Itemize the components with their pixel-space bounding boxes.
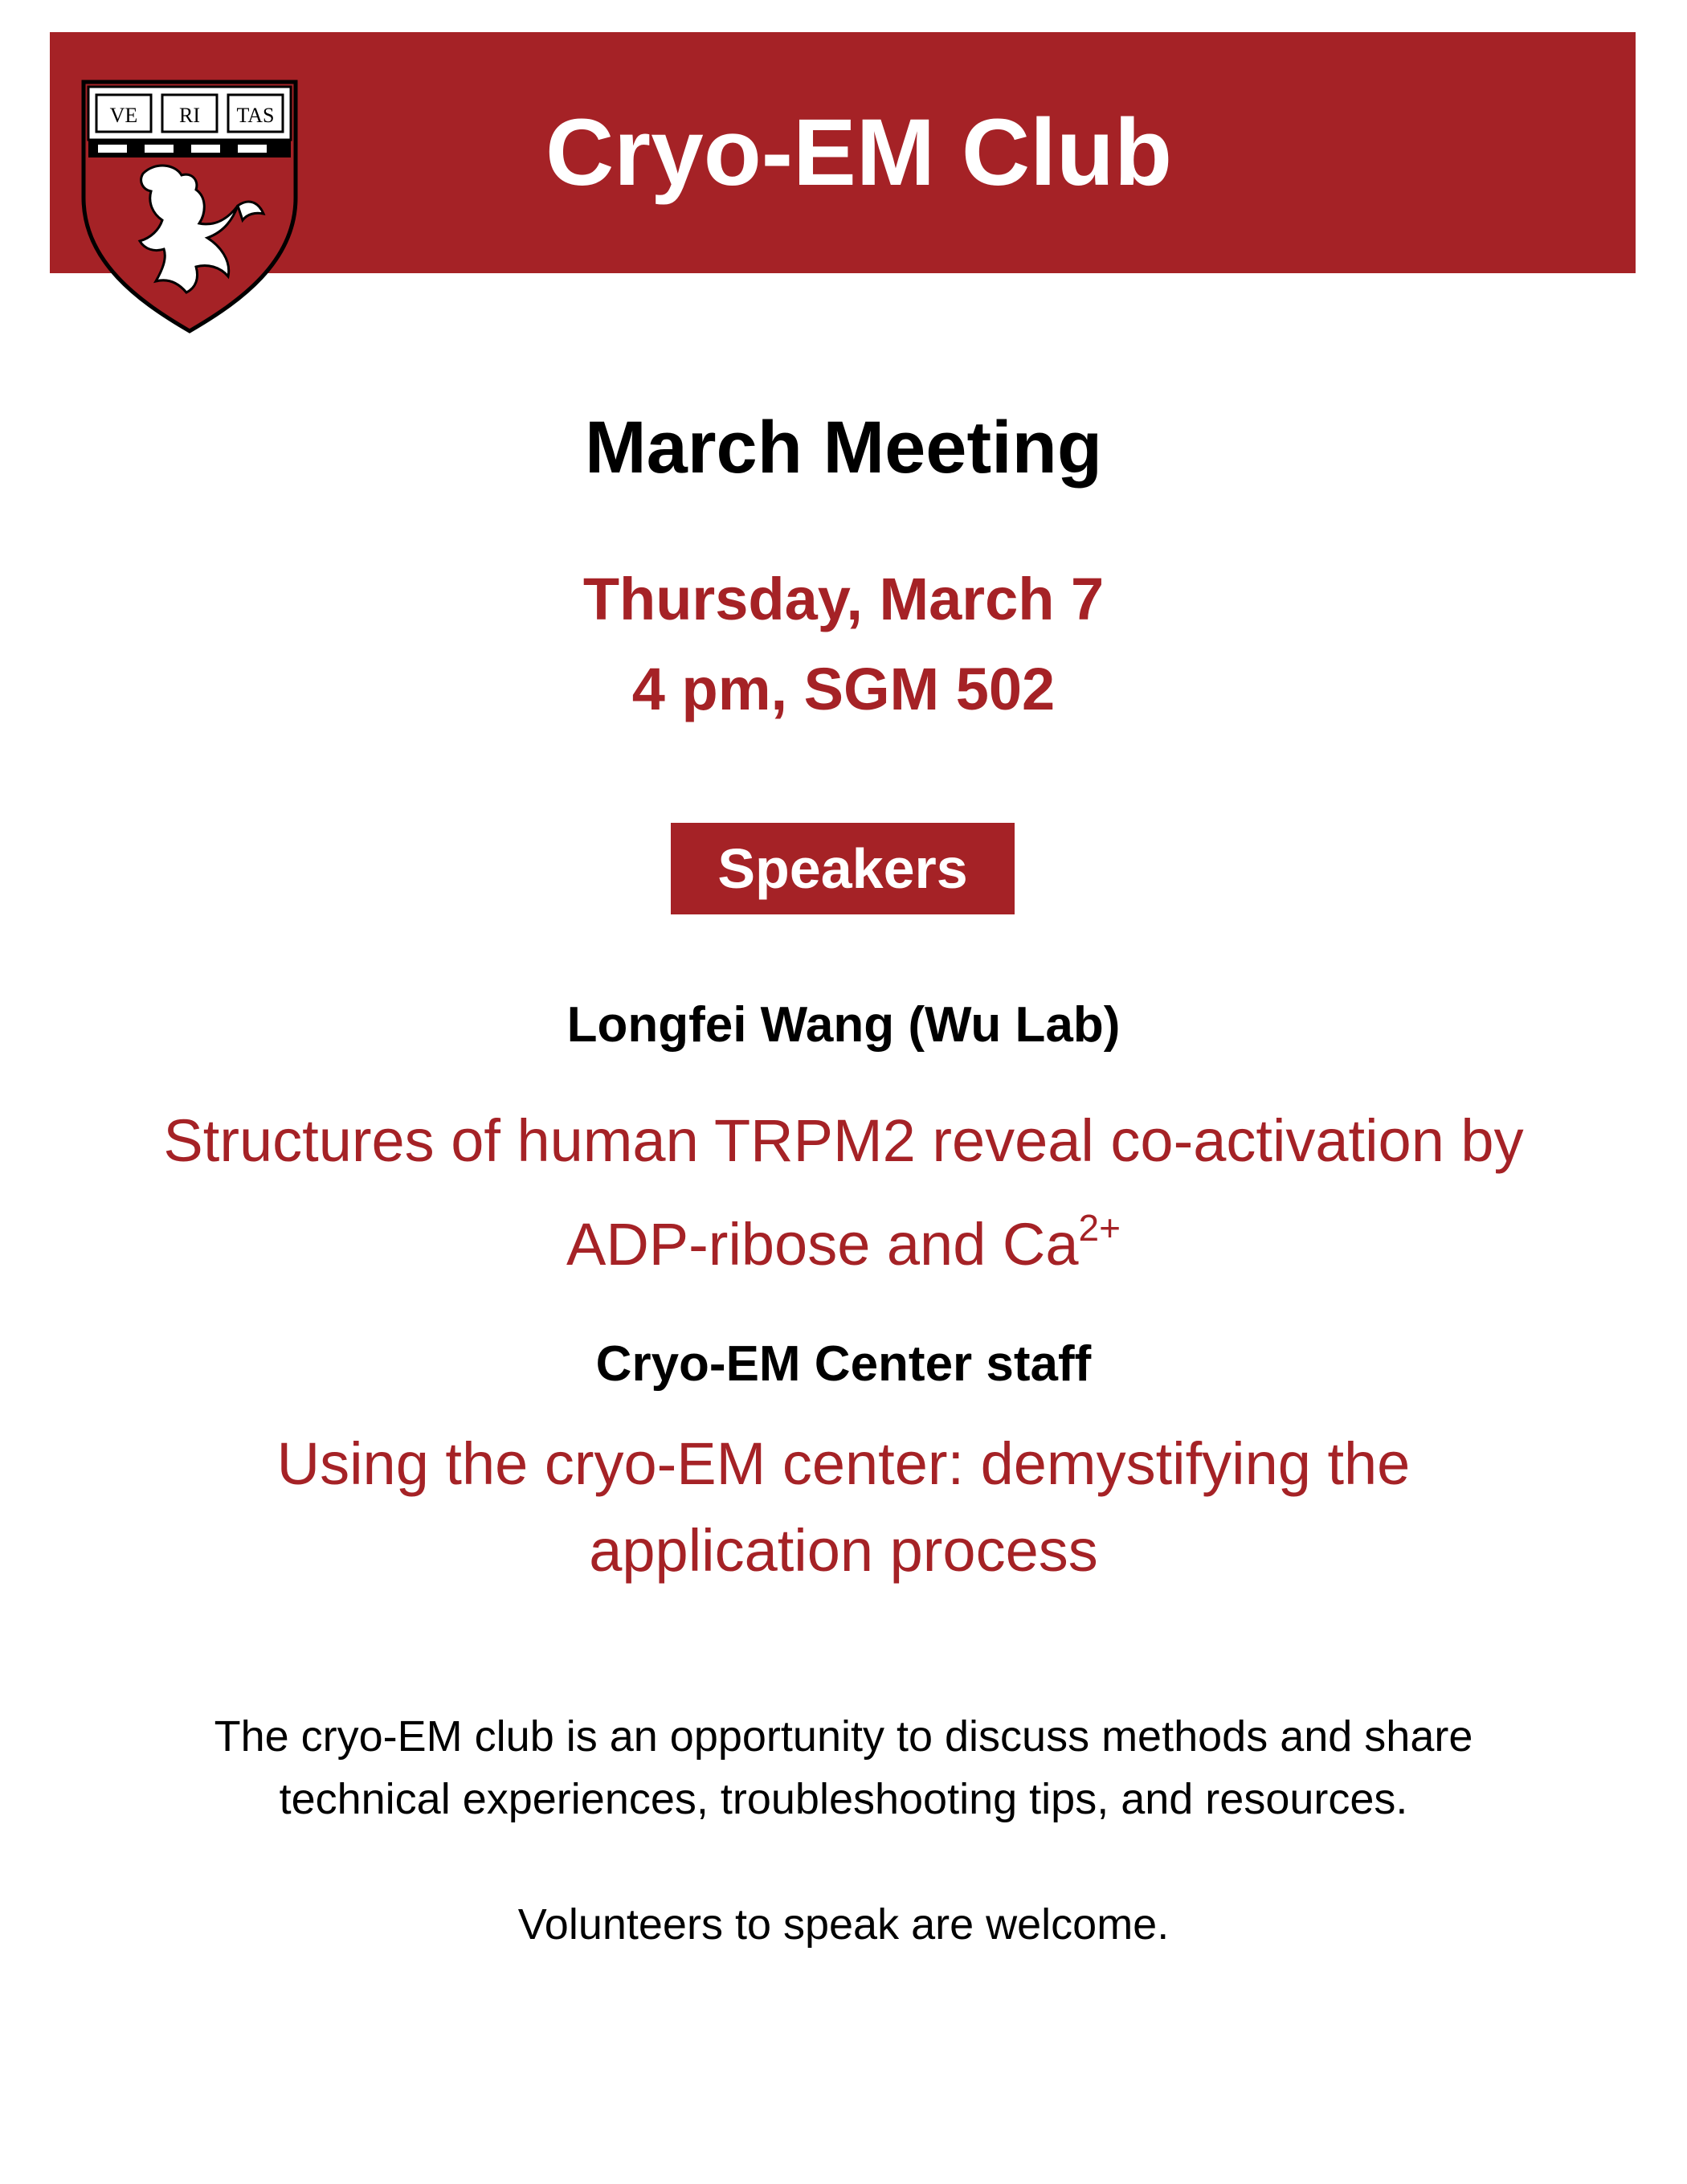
meeting-heading: March Meeting (584, 407, 1103, 489)
shield-text-tas: TAS (236, 104, 275, 127)
club-description-line1: The cryo-EM club is an opportunity to discuss methods and share (214, 1712, 1473, 1761)
talk-1-title-line1: Structures of human TRPM2 reveal co-activation by (163, 1107, 1524, 1174)
meeting-details (0, 554, 1687, 734)
shield-text-ve: VE (109, 104, 138, 127)
talk-1-title-line2-text: ADP-ribose and Ca (566, 1211, 1079, 1278)
harvard-shield-logo (79, 77, 300, 334)
talk-2-title-line2: application process (589, 1517, 1098, 1584)
talk-1-title (0, 1098, 1687, 1288)
shield-text-ri: RI (179, 104, 200, 127)
meeting-time-place: 4 pm, SGM 502 (631, 656, 1056, 722)
meeting-date: Thursday, March 7 (582, 566, 1105, 632)
speaker-1-name: Longfei Wang (Wu Lab) (566, 997, 1121, 1053)
volunteers-note: Volunteers to speak are welcome. (517, 1900, 1170, 1949)
club-description-line2: technical experiences, troubleshooting tips, and resources. (279, 1775, 1408, 1823)
talk-1-title-line2 (80, 1184, 1607, 1288)
club-description (0, 1705, 1687, 1830)
calcium-charge-superscript: 2+ (1078, 1207, 1121, 1249)
speakers-label: Speakers (671, 823, 1015, 914)
page-title: Cryo-EM Club (545, 100, 1173, 206)
speaker-2-name: Cryo-EM Center staff (595, 1336, 1092, 1392)
talk-2-title-line1: Using the cryo-EM center: demystifying the (276, 1430, 1411, 1497)
talk-2-title (0, 1421, 1687, 1594)
